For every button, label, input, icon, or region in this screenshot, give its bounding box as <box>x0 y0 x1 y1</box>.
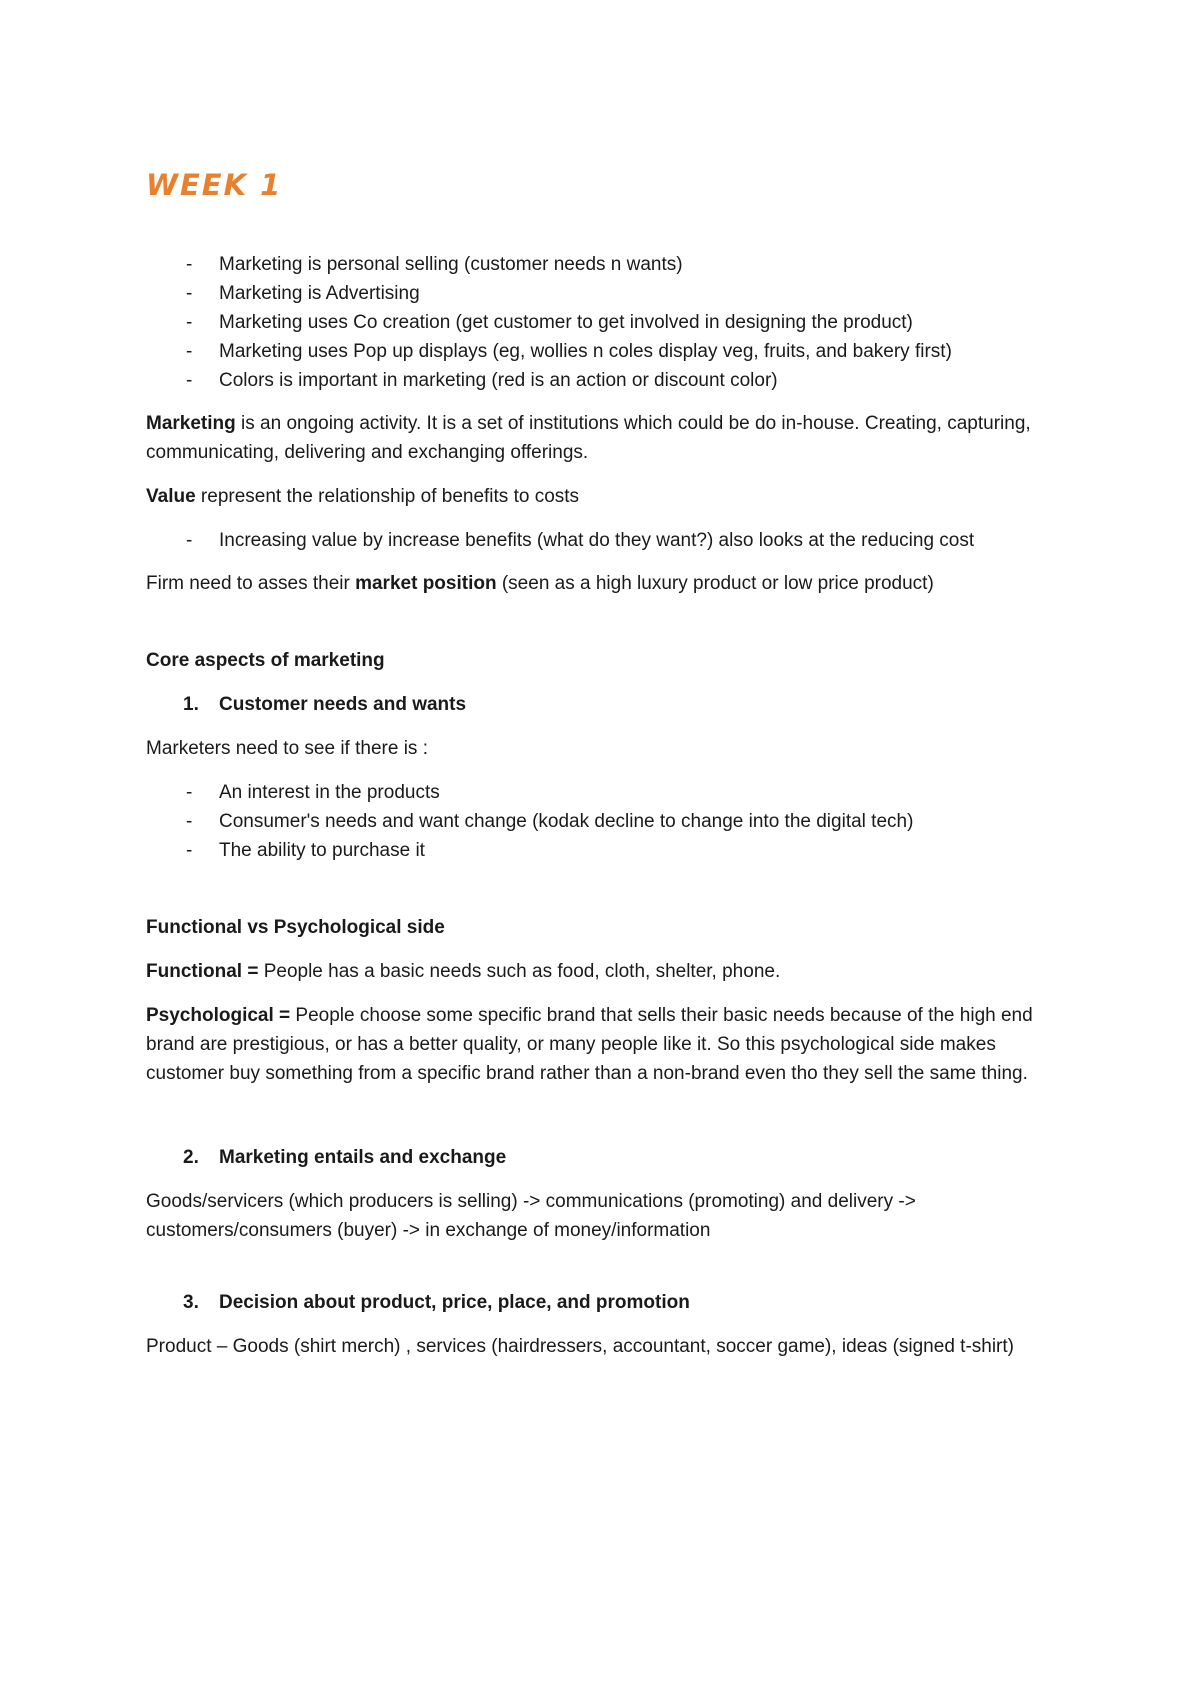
dash-marker: - <box>186 254 193 275</box>
psychological-paragraph: Psychological = People choose some specific brand that sells their basic needs because of the high end brand are prestigious, or has a better quality, or many people like it. So this psychological side makes customer buy something from a specific brand rather than a non-brand even tho they sell the same thing. <box>146 1005 1033 1084</box>
intro-bullet-list <box>146 250 1066 395</box>
section-3-heading: 3. Decision about product, price, place, and promotion <box>183 1292 690 1313</box>
dash-marker: - <box>186 341 193 362</box>
functional-term: Functional = <box>146 961 259 982</box>
section-2-heading: 2. Marketing entails and exchange <box>183 1147 507 1168</box>
section-2-paragraph: Goods/servicers (which producers is selling) -> communications (promoting) and delivery -> customers/consumers (buyer) -> in exchange of money/information <box>146 1191 916 1241</box>
dash-marker: - <box>186 811 193 832</box>
functional-paragraph: Functional = People has a basic needs such as food, cloth, shelter, phone. <box>146 961 781 982</box>
section-3-paragraph: Product – Goods (shirt merch) , services (hairdressers, accountant, soccer game), ideas (signed t-shirt) <box>146 1336 1014 1357</box>
list-item: - Marketing uses Pop up displays (eg, wollies n coles display veg, fruits, and bakery first) <box>146 337 1066 366</box>
document-body <box>146 160 1066 1376</box>
list-item: - Marketing is personal selling (customer needs n wants) <box>146 250 1066 279</box>
dash-marker: - <box>186 370 193 391</box>
functional-psychological-heading: Functional vs Psychological side <box>146 917 445 938</box>
market-position-paragraph: Firm need to asses their market position (seen as a high luxury product or low price product) <box>146 573 934 594</box>
list-item: - Marketing is Advertising <box>146 279 1066 308</box>
value-term: Value <box>146 486 196 507</box>
list-item: - Marketing uses Co creation (get customer to get involved in designing the product) <box>146 308 1066 337</box>
dash-marker: - <box>186 782 193 803</box>
core-aspects-heading: Core aspects of marketing <box>146 650 385 671</box>
value-definition: Value represent the relationship of benefits to costs <box>146 486 580 507</box>
section-1-intro: Marketers need to see if there is : <box>146 738 428 759</box>
dash-marker: - <box>186 530 193 551</box>
marketing-term: Marketing <box>146 413 236 434</box>
list-item: - The ability to purchase it <box>146 836 1066 865</box>
page-title: WEEK 1 <box>146 168 283 202</box>
dash-marker: - <box>186 312 193 333</box>
section-1-heading: 1. Customer needs and wants <box>183 694 467 715</box>
list-item: - Increasing value by increase benefits (what do they want?) also looks at the reducing cost <box>146 526 1066 555</box>
list-item: - An interest in the products <box>146 778 1066 807</box>
marketing-definition: Marketing is an ongoing activity. It is a set of institutions which could be do in-house. Creating, capturing, communicating, delivering and exchanging offerings. <box>146 413 1031 463</box>
value-bullet-list <box>146 526 1066 555</box>
market-position-term: market position <box>355 573 497 594</box>
dash-marker: - <box>186 840 193 861</box>
section-1-bullet-list <box>146 778 1066 865</box>
list-item: - Colors is important in marketing (red is an action or discount color) <box>146 366 1066 395</box>
psychological-term: Psychological = <box>146 1005 291 1026</box>
dash-marker: - <box>186 283 193 304</box>
list-item: - Consumer's needs and want change (kodak decline to change into the digital tech) <box>146 807 1066 836</box>
